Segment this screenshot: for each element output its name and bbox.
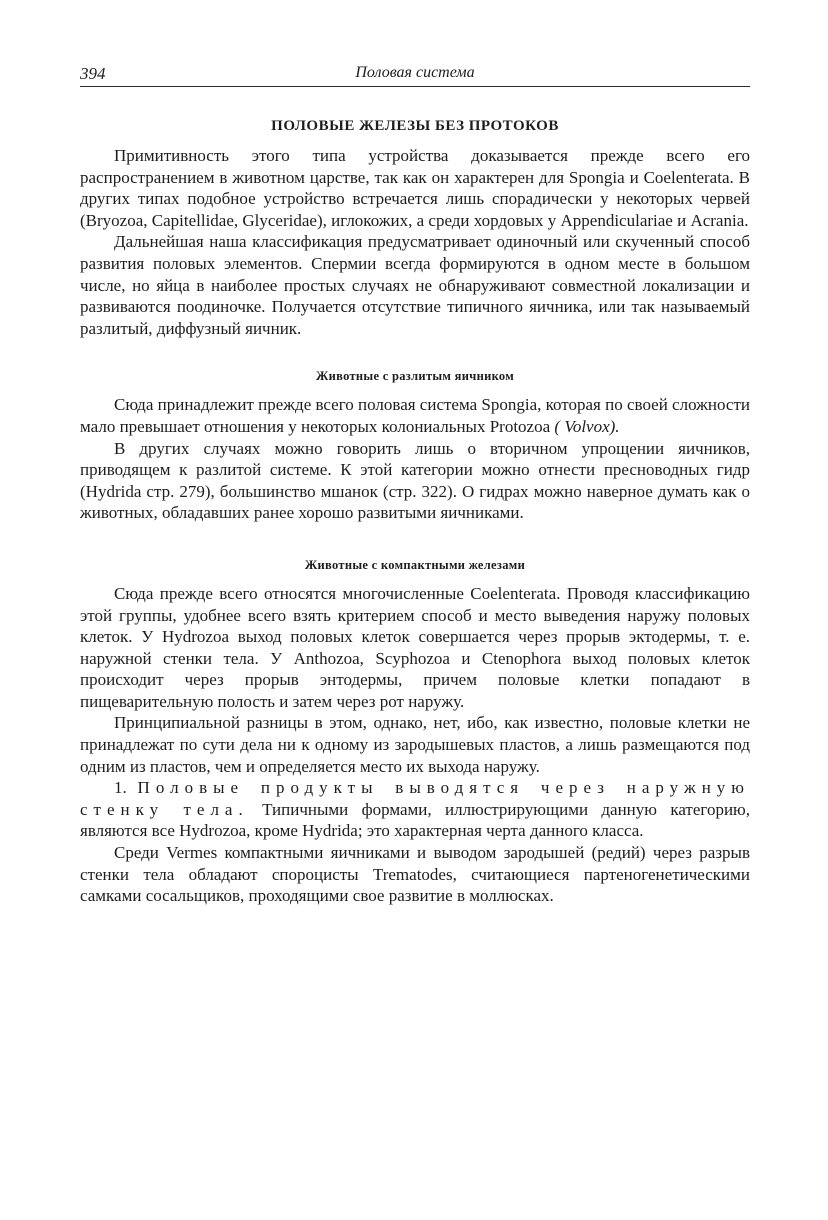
paragraph: В других случаях можно говорить лишь о вторичном упрощении яичников, приводящем к разлитой системе. К этой категории можно отнести пресноводных гидр (Hydrida стр. 279), большинство мшанок (стр. 322). О гидрах можно наверное думать как о животных, обладавших ранее хорошо развитыми яичниками. — [80, 438, 750, 523]
list-number: 1. — [114, 778, 138, 798]
page-header — [80, 62, 750, 87]
subsection-title: Животные с компактными железами — [304, 557, 526, 572]
italic-taxon: ( Volvox). — [554, 416, 620, 436]
page-number: 394 — [80, 64, 106, 83]
running-title: Половая система — [355, 64, 475, 81]
section-title: ПОЛОВЫЕ ЖЕЛЕЗЫ БЕЗ ПРОТОКОВ — [271, 118, 559, 134]
paragraph-text: Типичными формами, иллюстрирующими данную категорию, являются все Hydrozoa, кроме Hydrida; это характерная черта данного класса. — [80, 799, 751, 841]
subsection-title: Животные с разлитым яичником — [315, 369, 515, 384]
paragraph: Принципиальной разницы в этом, однако, нет, ибо, как известно, половые клетки не принадлежат по сути дела ни к одному из зародышевых пластов, а лишь размещаются под одним из пластов, чем и определяется место их выхода наружу. — [80, 713, 750, 776]
paragraph: Дальнейшая наша классификация предусматривает одиночный или скученный способ развития половых элементов. Спермии всегда формируются в одном месте в большом числе, но яйца в наиболее простых случаях не обнаруживают совместной локализации и развиваются поодиночке. Получается отсутствие типичного яичника, или так называемый разлитый, диффузный яичник. — [80, 232, 750, 338]
paragraph: Примитивность этого типа устройства доказывается прежде всего его распространением в животном царстве, так как он характерен для Spongia и Coelenterata. В других типах подобное устройство встречается лишь спорадически у некоторых червей (Bryozoa, Capitellidae, Glyceridae), иглокожих, а среди хордовых у Appendiculariae и Acrania. — [80, 146, 750, 230]
spaced-emphasis: Половые продукты выводятся через наружную стенку тела. — [80, 778, 750, 819]
paragraph: Среди Vermes компактными яичниками и выводом зародышей (редий) через разрыв стенки тела обладают спороцисты Trematodes, считающиеся партеногенетическими самками сосальщиков, проходящими свое развитие в моллюсках. — [80, 843, 750, 906]
paragraph-text: Сюда принадлежит прежде всего половая система Spongia, которая по своей сложности мало превышает отношения у некоторых колониальных Protozoa — [80, 395, 750, 436]
paragraph: Сюда прежде всего относятся многочисленные Coelenterata. Проводя классификацию этой группы, удобнее всего взять критерием способ и место выведения наружу половых клеток. У Hydrozoa выход половых клеток совершается через прорыв эктодермы, т. е. наружной стенки тела. У Anthozoa, Scyphozoa и Ctenophora выход половых клеток происходит через прорыв энтодермы, причем половые клетки попадают в пищеварительную полость и затем через рот наружу. — [80, 583, 750, 711]
paragraph — [80, 394, 750, 437]
page-body — [80, 118, 750, 907]
paragraph — [80, 777, 750, 842]
